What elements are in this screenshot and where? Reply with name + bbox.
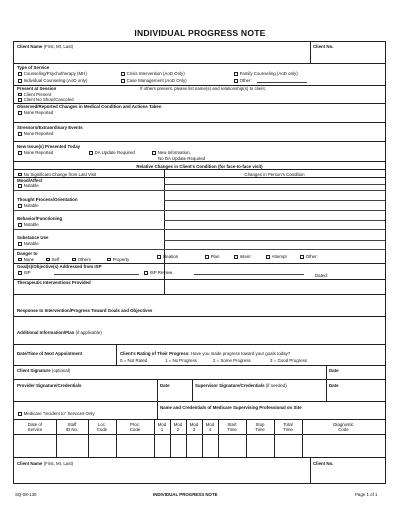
changes-header: Changes in Person's Condition: [244, 171, 305, 177]
rating-3: 3 = Good Progress: [270, 358, 307, 363]
tos-option-counseling[interactable]: Counseling/Psychotherapy (MH): [18, 71, 87, 76]
table-header-cell: Mod 4: [205, 422, 215, 432]
additional-hint: (if applicable): [75, 330, 102, 335]
client-name-bottom-row: [14, 458, 385, 483]
supervisor-sig-hint: (if needed): [265, 383, 287, 388]
danger-others[interactable]: Others: [72, 257, 91, 262]
service-table-row[interactable]: [14, 435, 385, 458]
therapeutic-label: Therapeutic Interventions Provided: [17, 280, 91, 285]
checkbox[interactable]: [121, 79, 125, 83]
client-name-hint: (First, MI, Last): [43, 44, 74, 49]
new-issues-row: [14, 142, 385, 162]
present-row: [14, 86, 385, 104]
new-issues-none[interactable]: None Reported: [18, 150, 53, 155]
danger-none[interactable]: None: [18, 257, 34, 262]
provider-sig-date: Date: [160, 383, 170, 388]
checkbox[interactable]: [18, 79, 22, 83]
client-sig-label: Client Signature: [17, 368, 51, 373]
stressors-none[interactable]: None Reported: [18, 131, 53, 136]
tos-option-family[interactable]: Family Counseling (AoD only): [234, 71, 298, 76]
client-no-bottom-label: Client No.: [313, 461, 334, 466]
goals-isp[interactable]: ISP: [18, 270, 31, 275]
new-issues-da-update[interactable]: DA Update Required: [89, 150, 135, 155]
tos-option-case-mgmt[interactable]: Case Management (AoD Only): [121, 78, 187, 83]
rating-2: 2 = Some Progress: [213, 358, 251, 363]
additional-row: [14, 317, 385, 345]
new-issues-new-info[interactable]: New Information,: [152, 150, 191, 155]
thought-notable[interactable]: Notable: [18, 203, 39, 208]
footer-form-code: SQ-08-130: [15, 492, 37, 497]
tos-option-individual[interactable]: Individual Counseling (AoD only): [18, 78, 87, 83]
provider-sig-label: Provider Signature/Credentials: [17, 383, 82, 388]
tos-option-crisis[interactable]: Crisis Intervention (AoD Only): [121, 71, 185, 76]
stressors-label: Stressors/Extraordinary Events: [17, 125, 83, 130]
client-name-row: [14, 42, 385, 64]
client-name-label: Client Name: [17, 44, 43, 49]
rating-1: 1 = No Progress: [165, 358, 197, 363]
rating-question: Have you made progress toward your goals today?: [190, 351, 291, 356]
client-name-bottom-label: Client Name: [17, 461, 43, 466]
observed-none[interactable]: None Reported: [18, 110, 53, 115]
client-name-bottom-hint: (First, MI, Last): [43, 461, 74, 466]
checkbox[interactable]: [234, 72, 238, 76]
present-hint: If others present, please list name(s) and relationship(s) to client.: [140, 86, 266, 91]
danger-self[interactable]: Self: [46, 257, 59, 262]
mood-label: Mood/Affect: [17, 178, 43, 183]
observed-label: Observed/Reported Changes in Medical Condition and Actions Taken: [17, 104, 162, 109]
checkbox[interactable]: [121, 72, 125, 76]
substance-label: Substance Use: [17, 235, 49, 240]
progress-note-form: [13, 41, 386, 484]
table-header-cell: Mod 3: [189, 422, 199, 432]
footer-page: Page 1 of 1: [355, 492, 378, 497]
table-header-cell: Stop Time: [255, 422, 265, 432]
type-of-service-label: Type of Service: [17, 65, 50, 70]
present-option-client[interactable]: Client Present: [18, 92, 51, 97]
client-sig-row: [14, 366, 385, 380]
goals-isp-review[interactable]: ISP Review: [144, 270, 172, 275]
table-header-cell: Loc. Code: [96, 422, 108, 432]
medicare-supervising-label: Name and Credentials of Medicare Supervising Professional on Site: [160, 405, 302, 410]
new-issues-no-update: No DA Update Required: [158, 155, 206, 161]
footer-title: INDIVIDUAL PROGRESS NOTE: [153, 492, 218, 497]
no-significant-change[interactable]: No Significant Change from Last Visit: [18, 172, 96, 177]
danger-attempt[interactable]: Attempt: [266, 254, 287, 259]
type-of-service-row: [14, 64, 385, 86]
rating-label: Client's Rating of Their Progress:: [120, 351, 190, 356]
table-header-cell: Mod 2: [173, 422, 183, 432]
behavior-notable[interactable]: Notable: [18, 222, 39, 227]
behavior-label: Behavior/Functioning: [17, 216, 63, 221]
tos-option-other[interactable]: Other:: [234, 78, 252, 83]
client-sig-hint: (optional): [51, 368, 71, 373]
additional-label: Additional Information/Plan: [17, 330, 75, 335]
client-sig-date: Date: [329, 368, 339, 373]
table-header-cell: Staff ID No.: [65, 422, 79, 432]
table-header-cell: Proc. Code: [129, 422, 141, 432]
rating-0: 0 = Not Rated: [120, 358, 148, 363]
table-header-cell: Mod 1: [157, 422, 167, 432]
table-header-cell: Diagnostic Code: [333, 422, 354, 432]
client-no-label: Client No.: [313, 44, 334, 49]
substance-notable[interactable]: Notable: [18, 241, 39, 246]
medicare-incident[interactable]: Medicare "Incident to" Services Only: [18, 411, 95, 416]
response-label: Response to Intervention/Progress Toward Goals and Objectives: [17, 308, 153, 313]
goals-label: Goal(s)/Objective(s) Addressed from ISP: [17, 264, 102, 269]
page-title: INDIVIDUAL PROGRESS NOTE: [134, 28, 266, 38]
danger-ideation[interactable]: Ideation: [157, 254, 178, 259]
danger-label: Danger to: [17, 251, 38, 256]
mood-notable[interactable]: Notable: [18, 183, 39, 188]
goals-dated: Dated:: [315, 273, 328, 278]
relative-block: [14, 170, 385, 295]
danger-plan[interactable]: Plan: [205, 254, 219, 259]
next-appt-row: [14, 345, 385, 366]
medicare-row: [14, 402, 385, 420]
new-issues-label: New Issue(s) Presented Today: [17, 144, 81, 149]
danger-intent[interactable]: Intent: [234, 254, 251, 259]
thought-label: Thought Process/Orientation: [17, 197, 78, 202]
relative-header-row: [14, 162, 385, 170]
danger-other[interactable]: Other:: [300, 254, 318, 259]
supervisor-sig-label: Supervisor Signature/Credentials: [195, 383, 265, 388]
present-label: Present at Session: [17, 86, 57, 91]
provider-sig-row: [14, 380, 385, 402]
danger-property[interactable]: Property: [107, 257, 129, 262]
supervisor-sig-date: Date: [329, 383, 339, 388]
stressors-row: [14, 123, 385, 142]
next-appt-label: Date/Time of Next Appointment: [17, 351, 83, 356]
checkbox[interactable]: [18, 72, 22, 76]
response-row: [14, 295, 385, 317]
table-header-cell: Date of Service: [27, 422, 43, 432]
service-table-header: [14, 420, 385, 435]
checkbox[interactable]: [234, 79, 238, 83]
present-option-noshow[interactable]: Client No Show/Canceled: [18, 97, 74, 102]
table-header-cell: Total Time: [283, 422, 293, 432]
relative-header: Relative Changes in Client's Condition (for face-to-face visit): [136, 163, 263, 169]
observed-row: [14, 104, 385, 123]
table-header-cell: Start Time: [227, 422, 237, 432]
